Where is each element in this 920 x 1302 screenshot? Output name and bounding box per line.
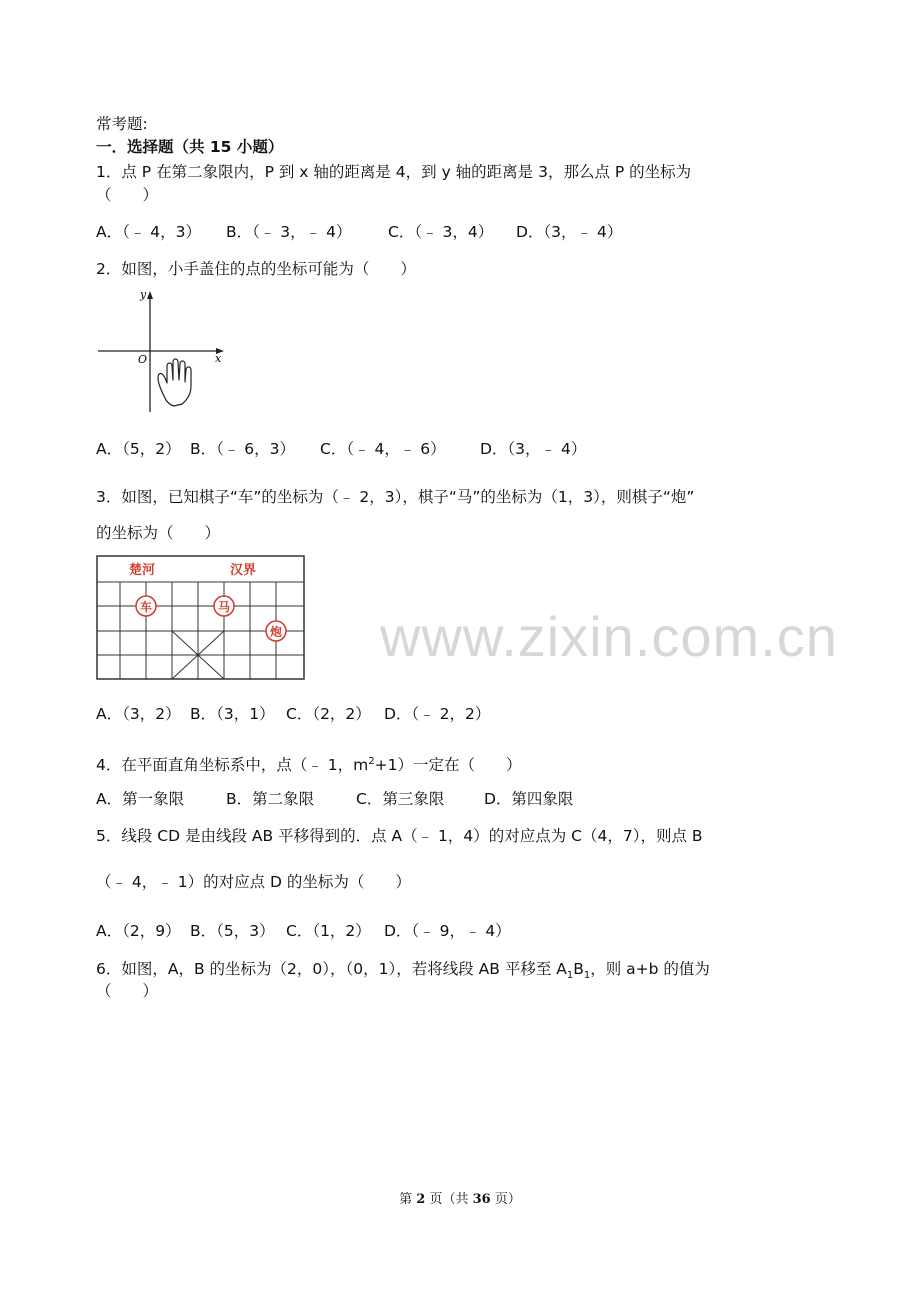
question-5-stem: 5．线段 CD 是由线段 AB 平移得到的．点 A（﹣ 1，4）的对应点为 C（4，7），则点 B: [96, 827, 703, 845]
option-b: B．（5，3）: [190, 922, 275, 940]
question-4-stem: 4．在平面直角坐标系中，点（﹣ 1，$m^2+1$）一定在（ ）: [96, 756, 522, 775]
banner-chuhe: 楚河: [129, 563, 156, 578]
option-c: C．（2，2）: [286, 705, 371, 723]
question-1-stem-cont: （ ）: [96, 186, 159, 204]
option-a: A．（2，9）: [96, 922, 181, 940]
piece-pao: [266, 621, 286, 641]
option-d: D．（﹣ 9，﹣ 4）: [384, 922, 511, 940]
banner-hanjie: 汉界: [230, 563, 257, 578]
chessboard-figure: [96, 555, 306, 681]
option-d: D．第四象限: [484, 790, 574, 808]
question-5-options: [96, 921, 511, 941]
option-c: C．第三象限: [356, 790, 445, 808]
option-d: D．（3，﹣ 4）: [516, 223, 623, 241]
option-a: A．（﹣ 4，3）: [96, 223, 202, 241]
x-axis-label: x: [215, 352, 222, 365]
origin-label: O: [138, 353, 148, 366]
coordinate-axes-figure: [96, 288, 228, 414]
question-3-stem: 3．如图，已知棋子“车”的坐标为（﹣ 2，3），棋子“马”的坐标为（1，3），则棋子“炮”: [96, 488, 695, 506]
svg-text:炮: 炮: [269, 625, 283, 639]
piece-ma: [214, 596, 234, 616]
option-b: B．（﹣ 3，﹣ 4）: [226, 223, 352, 241]
question-4-options: [96, 789, 573, 809]
svg-text:马: 马: [217, 600, 231, 614]
y-axis-label: y: [140, 288, 147, 301]
piece-che: [136, 596, 156, 616]
option-c: C．（﹣ 4，﹣ 6）: [320, 440, 446, 458]
section-title: 一．选择题（共 15 小题）: [96, 138, 284, 156]
question-3-stem-cont: 的坐标为（ ）: [96, 524, 221, 542]
svg-text:车: 车: [139, 600, 153, 614]
option-a: A．（5，2）: [96, 440, 181, 458]
option-b: B．第二象限: [226, 790, 315, 808]
page-footer: 第 2 页（共 36 页）: [399, 1192, 521, 1207]
header-label: 常考题:: [96, 115, 148, 133]
question-1-options: [96, 222, 622, 242]
question-6-stem: 6．如图，A，B 的坐标为（2，0），（0，1），若将线段 AB 平移至 $A_1B_1$，则 a+b 的值为: [96, 960, 710, 982]
watermark: www.zixin.com.cn: [380, 605, 838, 668]
question-2-stem: 2．如图，小手盖住的点的坐标可能为（ ）: [96, 260, 416, 278]
option-c: C．（1，2）: [286, 922, 371, 940]
option-b: B．（﹣ 6，3）: [190, 440, 296, 458]
question-5-stem-cont: （﹣ 4，﹣ 1）的对应点 D 的坐标为（ ）: [96, 873, 411, 891]
question-1-stem: 1．点 P 在第二象限内，P 到 x 轴的距离是 4，到 y 轴的距离是 3，那么点 P 的坐标为: [96, 163, 692, 181]
option-b: B．（3，1）: [190, 705, 275, 723]
question-2-options: [96, 439, 586, 459]
hand-icon: [158, 359, 191, 406]
question-6-stem-cont: （ ）: [96, 982, 159, 1000]
option-d: D．（3，﹣ 4）: [480, 440, 587, 458]
option-a: A．第一象限: [96, 790, 185, 808]
question-3-options: [96, 704, 490, 724]
option-c: C．（﹣ 3，4）: [388, 223, 494, 241]
option-d: D．（﹣ 2，2）: [384, 705, 491, 723]
option-a: A．（3，2）: [96, 705, 181, 723]
